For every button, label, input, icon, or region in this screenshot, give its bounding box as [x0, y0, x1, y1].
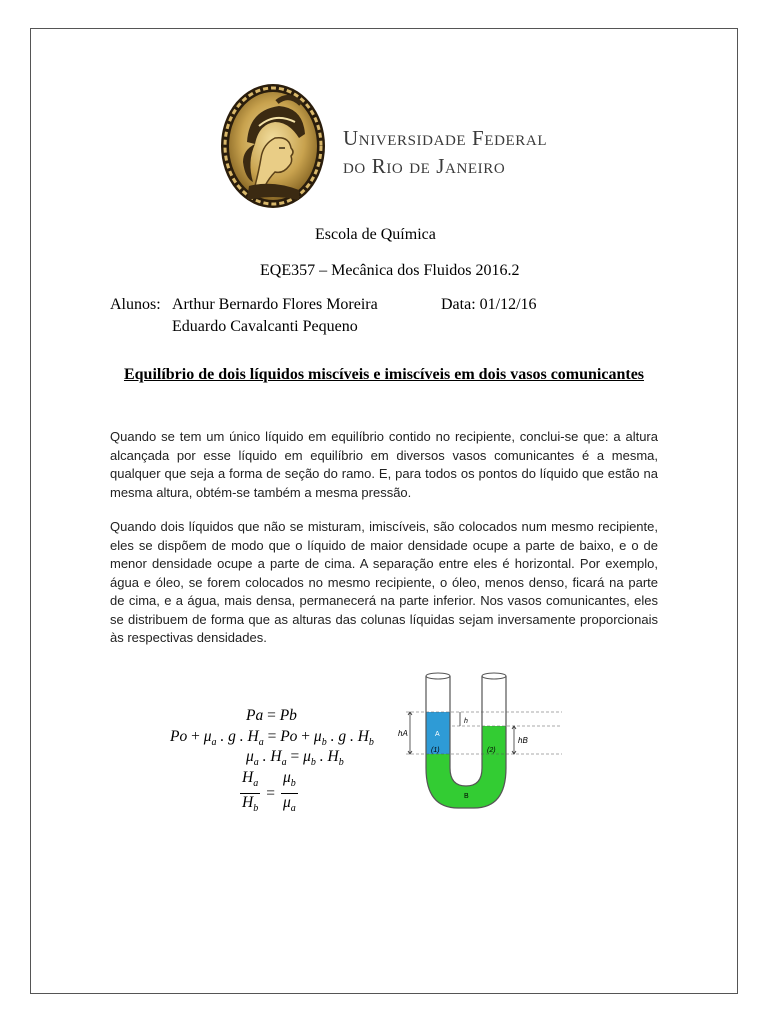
school-name: Escola de Química — [315, 226, 436, 243]
document-title: Equilíbrio de dois líquidos miscíveis e imiscíveis em dois vasos comunicantes — [123, 366, 645, 383]
paragraph-2: Quando dois líquidos que não se misturam, imiscíveis, são colocados num mesmo recipiente, eles se dispõem de modo que o líquido de maior densidade ocupe a parte de baixo, e o de menor densidade ocupe a parte de cima. A separação entre eles é horizontal. Por exemplo, água e óleo, se forem colocados no mesmo recipiente, o óleo, menos denso, ficará na parte de cima, e a água, mais densa, permanecerá na parte inferior. Nos vasos comunicantes, eles se distribuem de forma que as alturas das colunas líquidas sejam inversamente proporcionais às respectivas densidades. — [110, 519, 658, 645]
label-liquid-a: A — [435, 731, 440, 738]
university-name-line-2: do Rio de Janeiro — [343, 154, 506, 178]
paragraph-1: Quando se tem um único líquido em equilíbrio contido no recipiente, conclui-se que: a altura alcançada por esse líquido em equilíbrio em diversos vasos comunicantes é a mesma, qualquer que seja a forma de seção do ramo. E, para todos os pontos do líquido que estão na mesma altura, obtém-se também a mesma pressão. — [110, 429, 658, 500]
student-name-1: Arthur Bernardo Flores Moreira — [172, 296, 378, 313]
student-name-2: Eduardo Cavalcanti Pequeno — [172, 318, 358, 335]
equation-ratio: $\frac{H_a}{H_b}$ = $\frac{\mu_b}{\mu_a}$ — [242, 769, 296, 815]
equation-pressure-expanded: $Po + \mu_a$ . g . $H_a = Po + \mu_b$ . g . $H_b$ — [170, 728, 374, 749]
university-name-line-1: Universidade Federal — [343, 126, 548, 150]
label-ha: hA — [398, 729, 408, 738]
label-point-1: (1) — [431, 747, 440, 754]
equation-density-height: $\mu_a$ . $H_a = \mu_b$ . $H_b$ — [246, 748, 344, 769]
course-name: EQE357 – Mecânica dos Fluidos 2016.2 — [260, 262, 520, 279]
label-point-2: (2) — [487, 747, 496, 754]
students-label: Alunos: — [110, 296, 161, 313]
ufrj-minerva-crest-icon — [219, 82, 327, 210]
label-hb: hB — [518, 736, 528, 745]
equation-pressure-equal: Pa = Pb — [246, 707, 297, 724]
u-tube-diagram — [392, 668, 572, 818]
submission-date: Data: 01/12/16 — [441, 296, 537, 313]
label-liquid-b: B — [464, 793, 469, 800]
label-h: h — [464, 718, 468, 725]
